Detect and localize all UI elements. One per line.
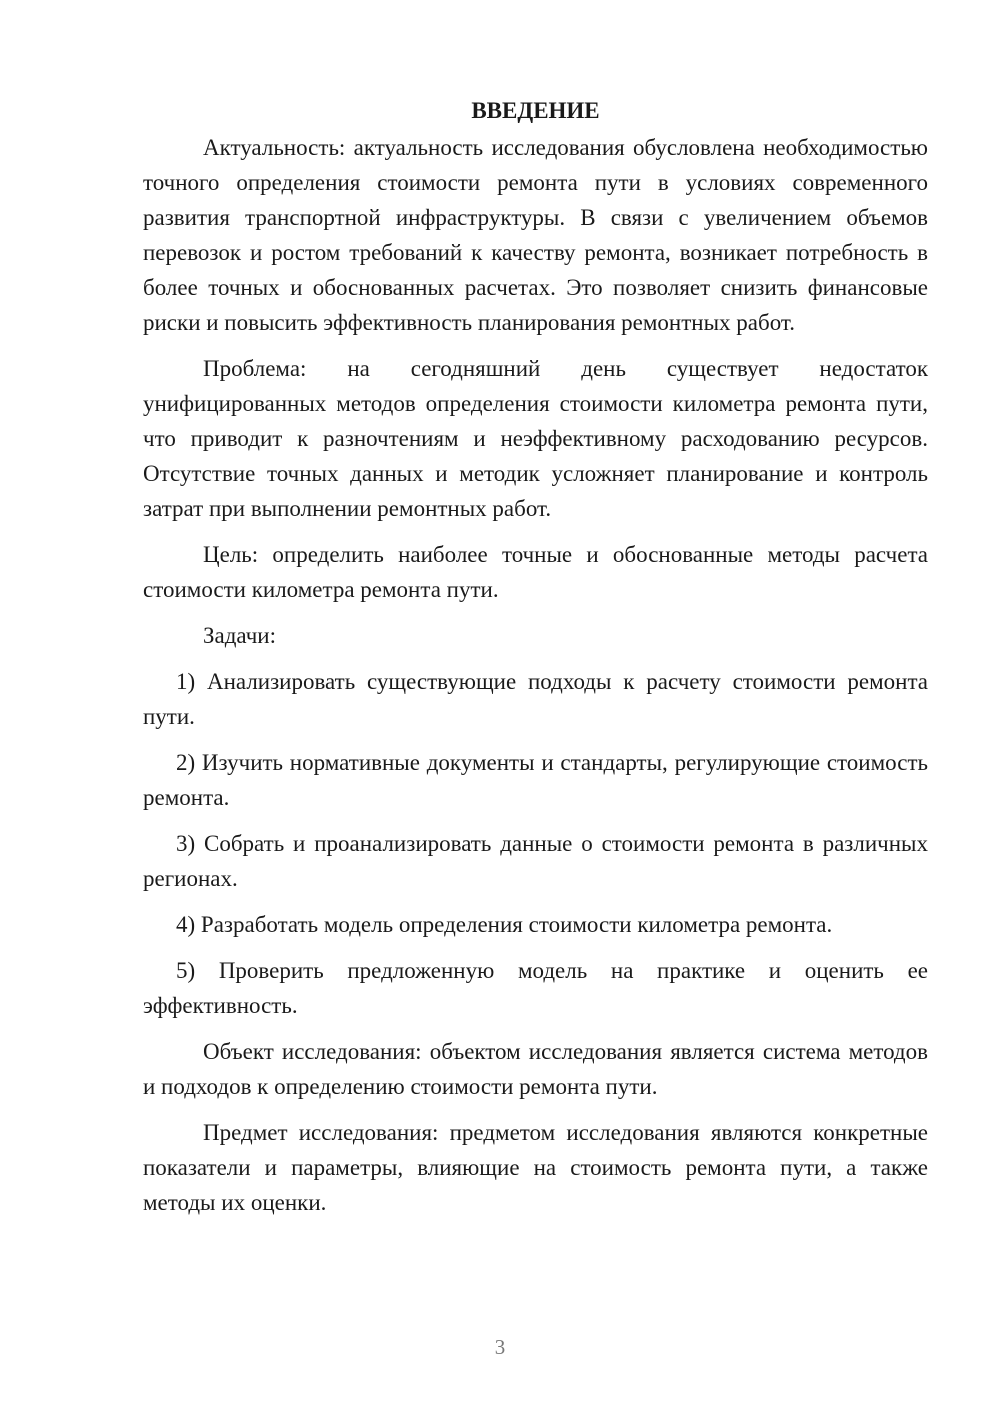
task-item-4: 4) Разработать модель определения стоимости километра ремонта. xyxy=(176,912,833,937)
paragraph-relevance: Актуальность: актуальность исследования обусловлена необходимостью точного определения стоимости ремонта пути в условиях современного развития транспортной инфраструктуры. В связи с увеличением объемов перевозок и ростом требований к качеству ремонта, возникает потребность в более точных и обоснованных расчетах. Это позволяет снизить финансовые риски и повысить эффективность планирования ремонтных работ. xyxy=(143,135,928,335)
task-item-1: 1) Анализировать существующие подходы к расчету стоимости ремонта пути. xyxy=(143,669,928,729)
paragraph-tasks-label: Задачи: xyxy=(203,623,276,648)
page-number: 3 xyxy=(494,1335,506,1359)
task-item-5: 5) Проверить предложенную модель на практике и оценить ее эффективность. xyxy=(143,958,928,1018)
paragraph-subject: Предмет исследования: предметом исследования являются конкретные показатели и параметры, влияющие на стоимость ремонта пути, а также методы их оценки. xyxy=(143,1120,928,1215)
task-item-2: 2) Изучить нормативные документы и стандарты, регулирующие стоимость ремонта. xyxy=(143,750,928,810)
paragraph-goal: Цель: определить наиболее точные и обоснованные методы расчета стоимости километра ремонта пути. xyxy=(143,542,928,602)
document-page xyxy=(143,96,928,1231)
section-heading: ВВЕДЕНИЕ xyxy=(471,98,600,123)
task-item-3: 3) Собрать и проанализировать данные о стоимости ремонта в различных регионах. xyxy=(143,831,928,891)
paragraph-problem: Проблема: на сегодняшний день существует недостаток унифицированных методов определения стоимости километра ремонта пути, что приводит к разночтениям и неэффективному расходованию ресурсов. Отсутствие точных данных и методик усложняет планирование и контроль затрат при выполнении ремонтных работ. xyxy=(143,356,928,521)
paragraph-object: Объект исследования: объектом исследования является система методов и подходов к определению стоимости ремонта пути. xyxy=(143,1039,928,1099)
